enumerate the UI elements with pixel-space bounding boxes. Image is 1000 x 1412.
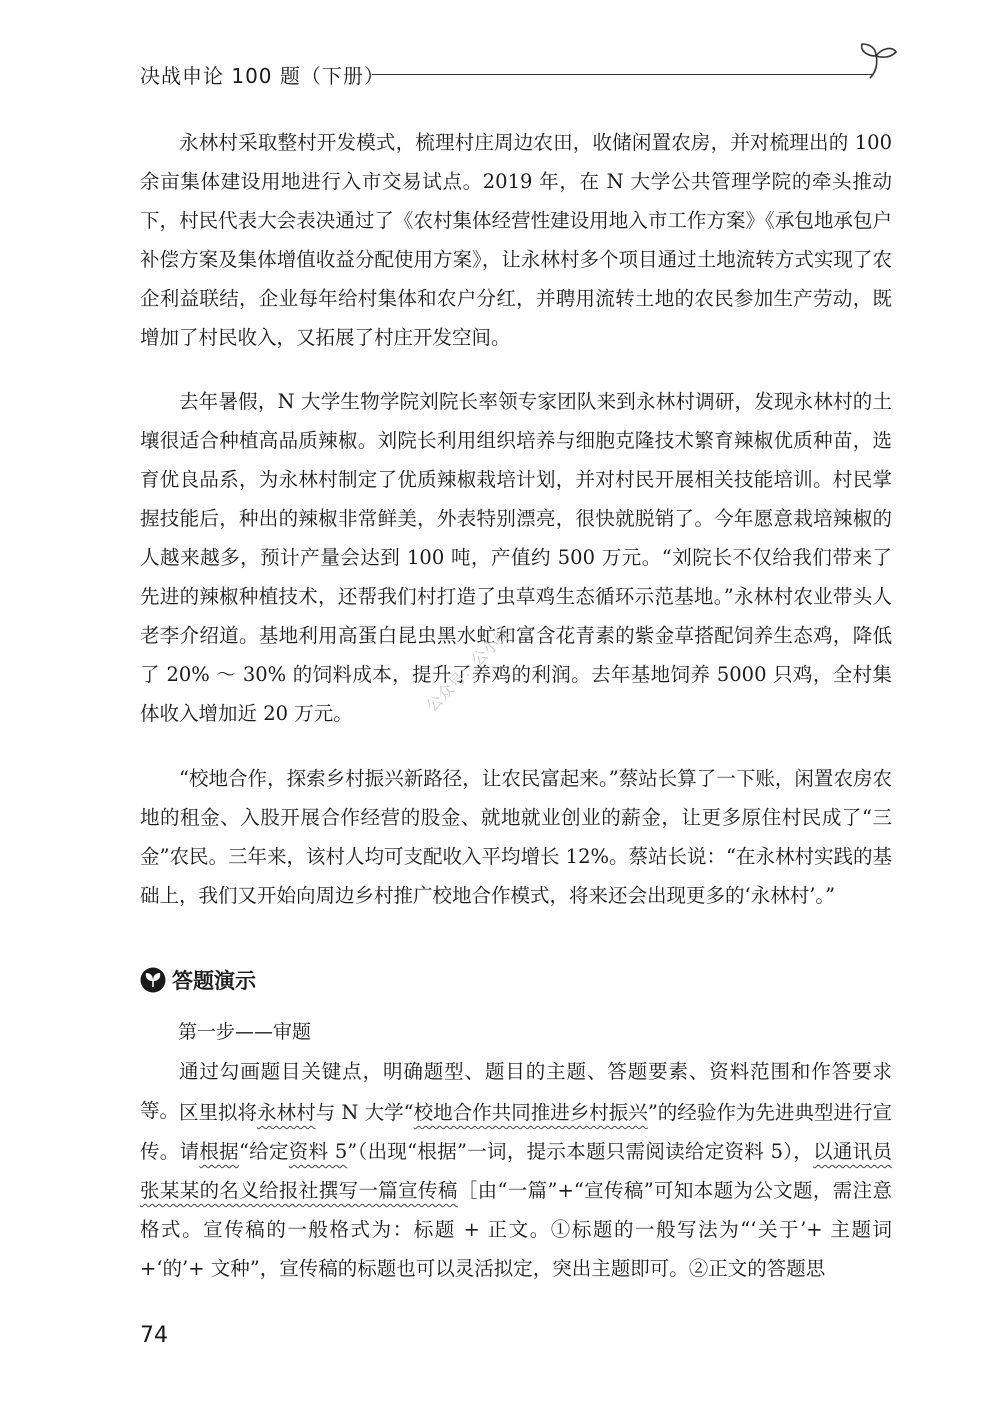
section-heading — [140, 962, 256, 998]
body-paragraph-2: 去年暑假，N 大学生物学院刘院长率领专家团队来到永林村调研，发现永林村的土壤很适合种植高品质辣椒。刘院长利用组织培养与细胞克隆技术繁育辣椒优质种苗，选育优良品系，为永林村制定了优质辣椒栽培计划，并对村民开展相关技能培训。村民掌握技能后，种出的辣椒非常鲜美，外表特别漂亮，很快就脱销了。今年愿意栽培辣椒的人越来越多，预计产量会达到 100 吨，产值约 500 万元。“刘院长不仅给我们带来了先进的辣椒种植技术，还帮我们村打造了虫草鸡生态循环示范基地。”永林村农业带头人老李介绍道。基地利用高蛋白昆虫黑水虻和富含花青素的紫金草搭配饲养生态鸡，降低了 20% ～ 30% 的饲料成本，提升了养鸡的利润。去年基地饲养 5000 只鸡，全村集体收入增加近 20 万元。 — [140, 390, 892, 725]
question-keyword: 以通讯员张某某的名义给报社撰写一篇宣传稿 — [140, 1140, 892, 1202]
body-paragraph-1: 永林村采取整村开发模式，梳理村庄周边农田，收储闲置农房，并对梳理出的 100 余亩集体建设用地进行入市交易试点。2019 年，在 N 大学公共管理学院的牵头推动下，村民代表大会表决通过了《农村集体经营性建设用地入市工作方案》《承包地承包户补偿方案及集体增值收益分配使用方案》，让永林村多个项目通过土地流转方式实现了农企利益联结，企业每年给村集体和农户分红，并聘用流转土地的农民参加生产劳动，既增加了村民收入，又拓展了村庄开发空间。 — [140, 131, 892, 349]
question-keyword: 校地合作共同推进乡村振兴 — [413, 1101, 648, 1124]
body-paragraph-3: “校地合作，探索乡村振兴新路径，让农民富起来。”蔡站长算了一下账，闲置农房农地的租金、入股开展合作经营的股金、就地就业创业的薪金，让更多原住村民成了“三金”农民。三年来，该村人均可支配收入平均增长 12%。蔡站长说：“在永林村实践的基础上，我们又开始向周边乡村推广校地合作模式，将来还会出现更多的‘永林村’。” — [140, 767, 892, 907]
page-number: 74 — [140, 1323, 168, 1348]
question-text: ［由“一篇”+“宣传稿”可知本题为公文题，需注意格式。宣传稿的一般格式为：标题 + 正文。①标题的一般写法为“‘关于’+ 主题词 +‘的’+ 文种”，宣传稿的标题也可以灵活拟定，突出主题即可。②正文的答题思 — [140, 1179, 892, 1280]
sprout-icon — [856, 42, 900, 82]
step-intro: 通过勾画题目关键点，明确题型、题目的主题、答题要素、资料范围和作答要求等。 — [140, 1060, 892, 1122]
header-rule — [372, 74, 872, 75]
book-title: 决战申论 100 题（下册） — [140, 64, 385, 88]
question-keyword: 永林村 — [257, 1101, 316, 1124]
leaf-icon — [140, 967, 166, 993]
question-text: ”（出现“根据”一词，提示本题只需阅读给定资料 5）， — [347, 1140, 814, 1163]
question-text: 区里拟将 — [179, 1101, 258, 1124]
question-paragraph — [140, 1093, 892, 1288]
watermark: 公众号：公小绿 — [422, 622, 515, 716]
step-title: 第一步——审题 — [178, 1021, 312, 1043]
section-title: 答题演示 — [172, 969, 256, 993]
question-keyword: 资料 5 — [288, 1140, 348, 1163]
question-text: ”的经验作为先进典型进行宣传。请 — [140, 1101, 892, 1163]
question-keyword: 根据 — [199, 1140, 239, 1163]
question-text: “给定 — [238, 1140, 289, 1163]
running-header — [140, 52, 900, 92]
question-text: 与 N 大学“ — [315, 1101, 414, 1124]
